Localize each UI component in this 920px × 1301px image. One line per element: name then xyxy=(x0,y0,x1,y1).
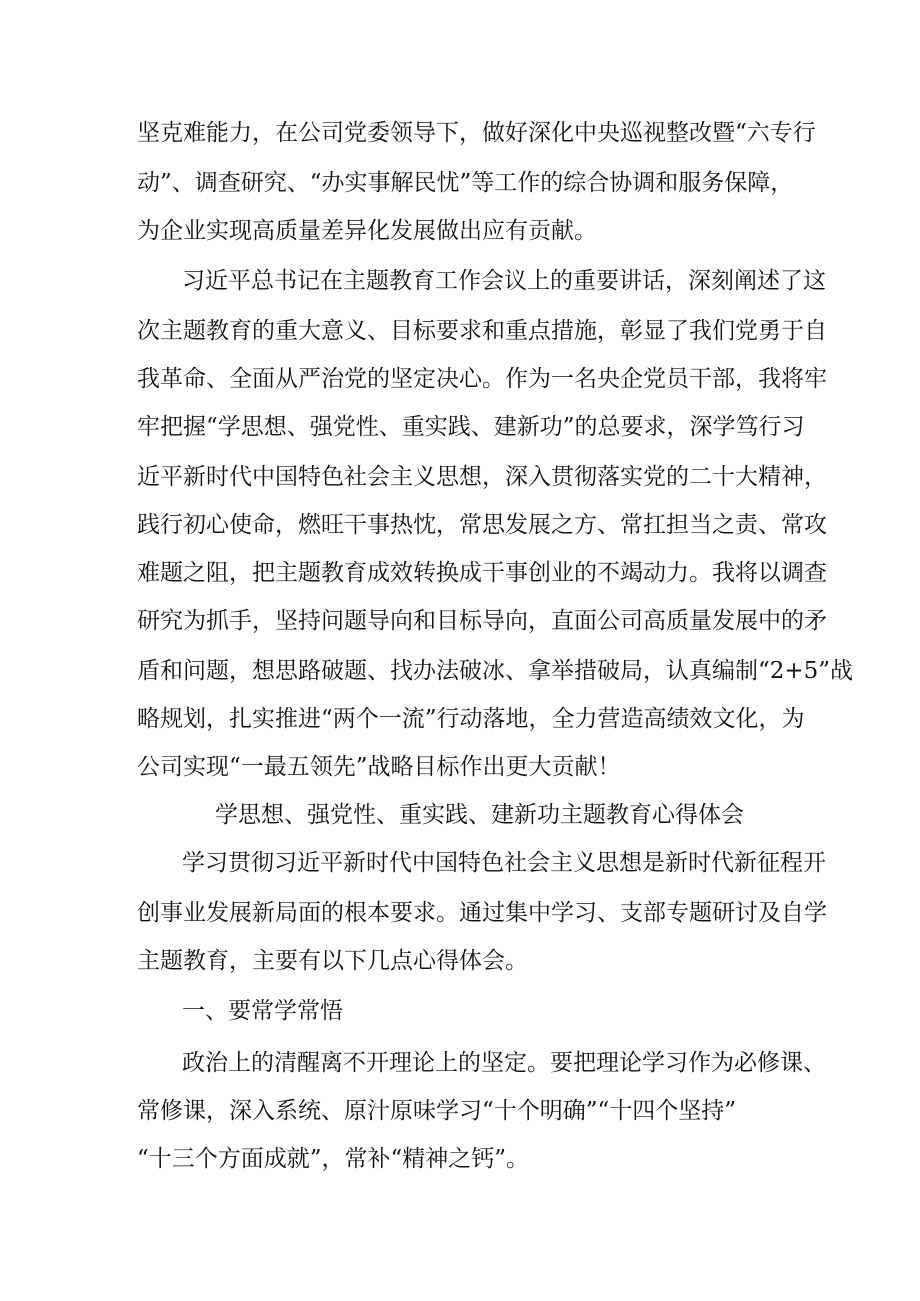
subheading: 一、要常学常悟 xyxy=(182,998,343,1024)
paragraph-line: 盾和问题，想思路破题、找办法破冰、拿举措破局，认真编制“2+5”战 xyxy=(137,658,854,684)
paragraph-line: 牢把握“学思想、强党性、重实践、建新功”的总要求，深学笃行习 xyxy=(137,414,805,440)
paragraph-line: 践行初心使命，燃旺干事热忱，常思发展之方、常扛担当之责、常攻 xyxy=(137,512,827,538)
paragraph-line: 政治上的清醒离不开理论上的坚定。要把理论学习作为必修课、 xyxy=(182,1050,826,1076)
paragraph-line: 公司实现“一最五领先”战略目标作出更大贡献！ xyxy=(137,754,621,780)
paragraph-line: 坚克难能力，在公司党委领导下，做好深化中央巡视整改暨“六专行 xyxy=(137,120,816,146)
paragraph-line: 动”、调查研究、“办实事解民忧”等工作的综合协调和服务保障， xyxy=(137,170,794,196)
paragraph-line: 学习贯彻习近平新时代中国特色社会主义思想是新时代新征程开 xyxy=(182,850,826,876)
paragraph-line: 习近平总书记在主题教育工作会议上的重要讲话，深刻阐述了这 xyxy=(182,268,826,294)
paragraph-line: 主题教育，主要有以下几点心得体会。 xyxy=(137,948,528,974)
paragraph-line: 次主题教育的重大意义、目标要求和重点措施，彰显了我们党勇于自 xyxy=(137,318,827,344)
paragraph-line: 创事业发展新局面的根本要求。通过集中学习、支部专题研讨及自学 xyxy=(137,900,827,926)
paragraph-line: 研究为抓手，坚持问题导向和目标导向，直面公司高质量发展中的矛 xyxy=(137,608,827,634)
paragraph-line: “十三个方面成就”，常补“精神之钙”。 xyxy=(137,1146,530,1172)
paragraph-line: 我革命、全面从严治党的坚定决心。作为一名央企党员干部，我将牢 xyxy=(137,366,827,392)
paragraph-line: 常修课，深入系统、原汁原味学习“十个明确”“十四个坚持” xyxy=(137,1098,737,1124)
section-title: 学思想、强党性、重实践、建新功主题教育心得体会 xyxy=(215,802,744,828)
paragraph-line: 为企业实现高质量差异化发展做出应有贡献。 xyxy=(137,218,597,244)
paragraph-line: 略规划，扎实推进“两个一流”行动落地，全力营造高绩效文化，为 xyxy=(137,706,805,732)
paragraph-line: 近平新时代中国特色社会主义思想，深入贯彻落实党的二十大精神， xyxy=(137,464,827,490)
paragraph-line: 难题之阻，把主题教育成效转换成干事创业的不竭动力。我将以调查 xyxy=(137,560,827,586)
